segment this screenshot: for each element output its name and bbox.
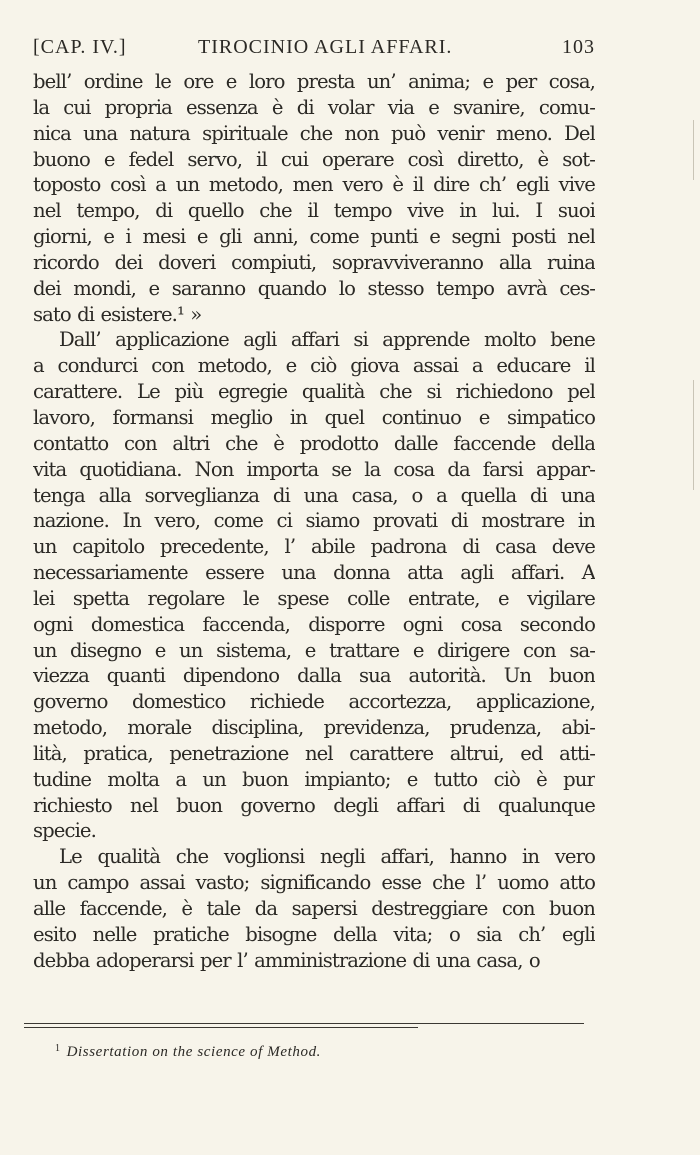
text-line: tenga alla sorveglianza di una casa, o a quella di una: [33, 483, 595, 507]
footnote-marker: 1: [55, 1043, 61, 1054]
chapter-label: [CAP. IV.]: [33, 36, 127, 58]
text-line: Le qualità che voglionsi negli affari, hanno in vero: [59, 845, 595, 869]
text-line: toposto così a un metodo, men vero è il dire ch’ egli vive: [33, 173, 595, 197]
text-line: tudine molta a un buon impianto; e tutto ciò è pur: [33, 767, 595, 791]
text-line: specie.: [33, 819, 96, 843]
text-line: carattere. Le più egregie qualità che si richiedono pel: [33, 380, 595, 404]
running-title: TIROCINIO AGLI AFFARI.: [198, 36, 453, 58]
text-line: alle faccende, è tale da sapersi destreggiare con buon: [33, 897, 595, 920]
paragraph: [33, 327, 595, 844]
text-line: debba adoperarsi per l’ amministrazione di una casa, o: [33, 948, 540, 972]
text-line: giorni, e i mesi e gli anni, come punti e segni posti nel: [33, 225, 595, 249]
text-line: nel tempo, di quello che il tempo vive in lui. I suoi: [33, 199, 595, 223]
text-line: necessariamente essere una donna atta agli affari. A: [33, 561, 595, 585]
text-line: lavoro, formansi meglio in quel continuo e simpatico: [33, 405, 595, 429]
footnote: [55, 1043, 321, 1061]
text-line: metodo, morale disciplina, previdenza, prudenza, abi-: [33, 716, 595, 740]
text-line: lei spetta regolare le spese colle entrate, e vigilare: [33, 586, 595, 610]
text-line: ogni domestica faccenda, disporre ogni cosa secondo: [33, 612, 595, 636]
text-line: richiesto nel buon governo degli affari di qualunque: [33, 793, 595, 817]
text-line: un campo assai vasto; significando esse che l’ uomo atto: [33, 871, 595, 895]
page-edge-mark: [693, 120, 694, 180]
running-header: [33, 36, 595, 66]
text-line: viezza quanti dipendono dalla sua autorità. Un buon: [33, 664, 595, 688]
paragraph: [33, 69, 595, 327]
text-line: Dall’ applicazione agli affari si apprende molto bene: [59, 328, 595, 352]
text-line: dei mondi, e saranno quando lo stesso tempo avrà ces-: [33, 276, 595, 300]
footnote-rule-short: [24, 1027, 418, 1028]
text-line: nazione. In vero, come ci siamo provati di mostrare in: [33, 509, 595, 533]
text-line: vita quotidiana. Non importa se la cosa da farsi appar-: [33, 457, 595, 481]
page-number: 103: [562, 36, 595, 58]
text-line: contatto con altri che è prodotto dalle faccende della: [33, 431, 595, 455]
text-line: la cui propria essenza è di volar via e svanire, comu-: [33, 95, 595, 119]
text-line: esito nelle pratiche bisogne della vita; o sia ch’ egli: [33, 922, 595, 946]
page-edge-mark: [693, 380, 694, 490]
text-line: nica una natura spirituale che non può venir meno. Del: [33, 121, 595, 145]
text-line: bell’ ordine le ore e loro presta un’ anima; e per cosa,: [33, 70, 595, 93]
text-line: governo domestico richiede accortezza, applicazione,: [33, 690, 595, 714]
text-line: buono e fedel servo, il cui operare così diretto, è sot-: [33, 147, 595, 171]
footnote-rule: [24, 1023, 584, 1024]
text-line: un disegno e un sistema, e trattare e dirigere con sa-: [33, 638, 595, 662]
text-line: ricordo dei doveri compiuti, sopravviveranno alla ruina: [33, 250, 595, 274]
body-text: [33, 69, 595, 974]
text-line: a condurci con metodo, e ciò giova assai a educare il: [33, 354, 595, 378]
text-line: un capitolo precedente, l’ abile padrona di casa deve: [33, 535, 595, 559]
text-line: lità, pratica, penetrazione nel carattere altrui, ed atti-: [33, 741, 595, 765]
paragraph: [33, 844, 595, 973]
footnote-text: Dissertation on the science of Method.: [66, 1044, 322, 1060]
text-line: sato di esistere.¹ »: [33, 302, 202, 326]
